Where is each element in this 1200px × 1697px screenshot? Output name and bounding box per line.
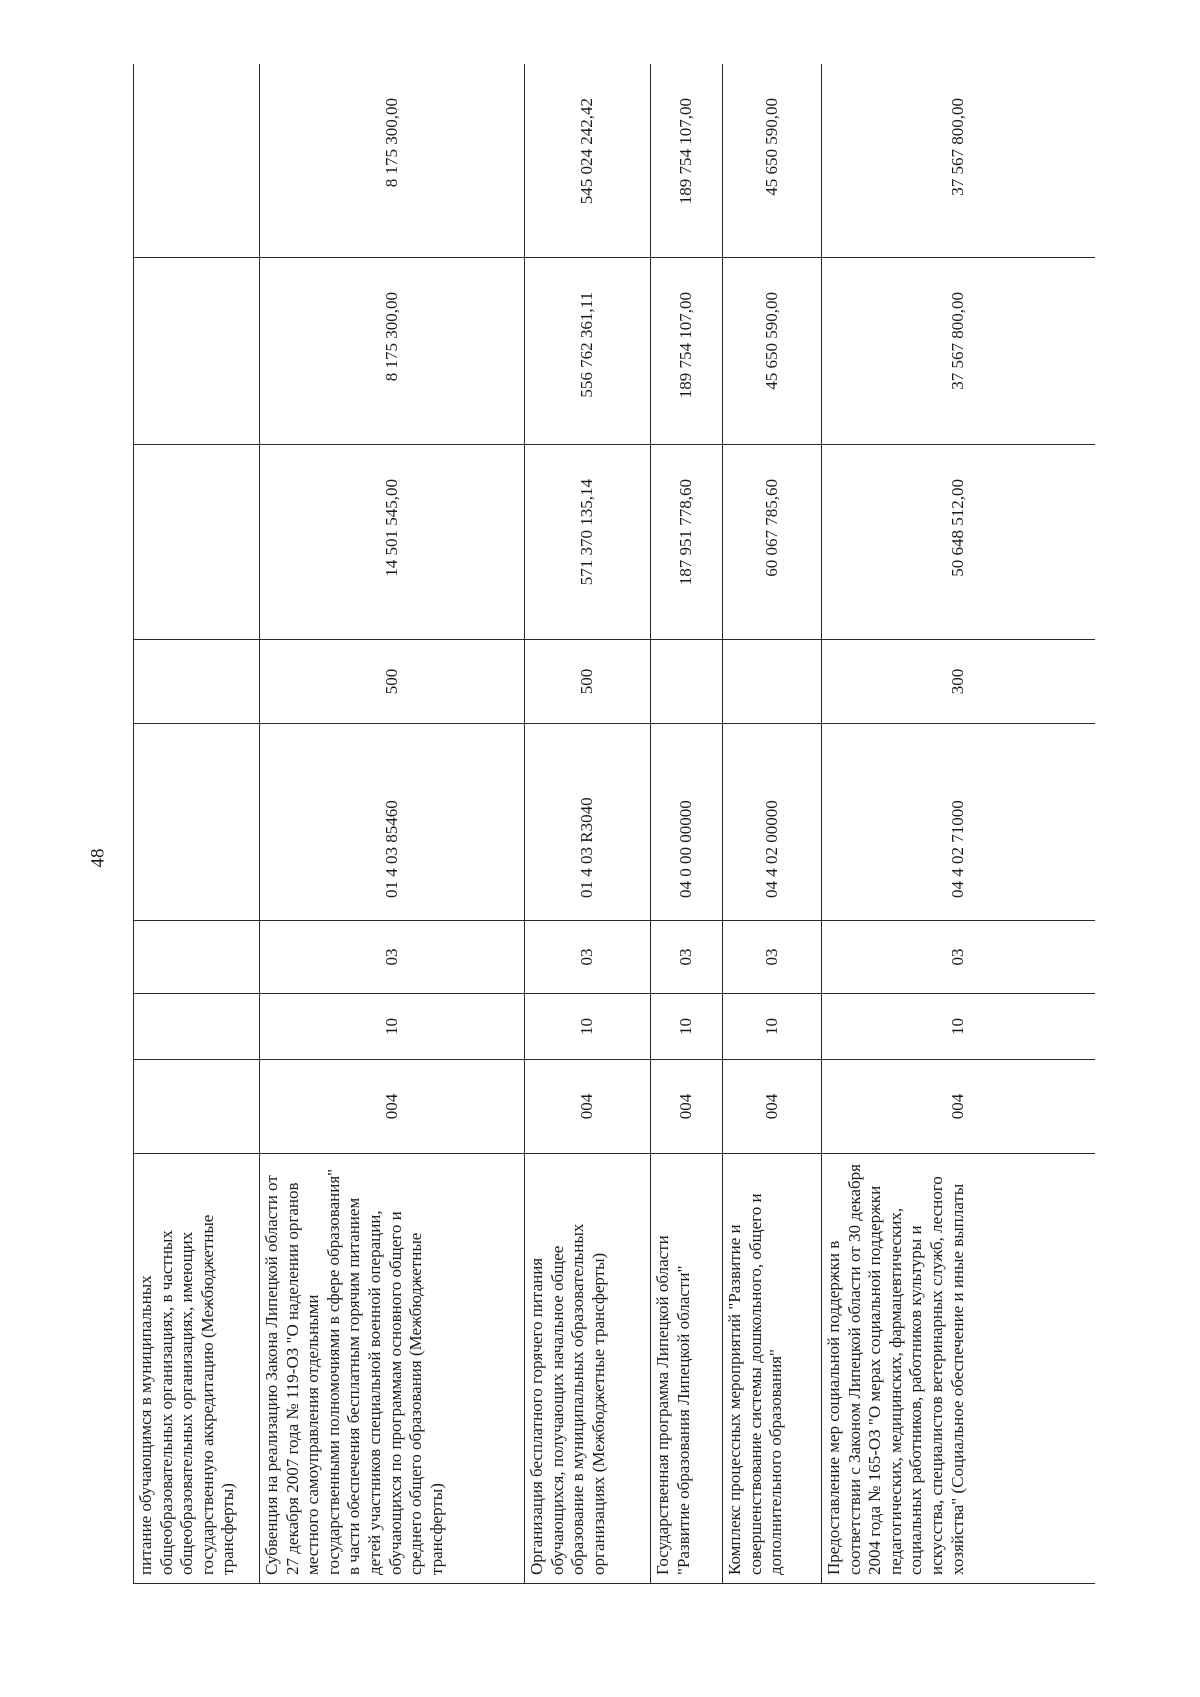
table-row bbox=[651, 64, 723, 1584]
budget-table bbox=[133, 64, 1095, 1584]
table-row bbox=[260, 64, 525, 1584]
cell-razdel: 10 bbox=[260, 994, 525, 1060]
cell-podrazdel: 03 bbox=[822, 921, 1096, 994]
cell-sum-3: 45 650 590,00 bbox=[723, 64, 822, 258]
cell-vr bbox=[134, 640, 260, 724]
cell-name: Организация бесплатного горячего питания обучающихся, получающих начальное общее образование в муниципальных образовательных организациях (Межбюджетные трансферты) bbox=[525, 1154, 651, 1584]
cell-vr bbox=[651, 640, 723, 724]
cell-sum-3: 37 567 800,00 bbox=[822, 64, 1096, 258]
budget-table-container bbox=[133, 64, 1095, 1584]
cell-podrazdel: 03 bbox=[651, 921, 723, 994]
cell-sum-1: 14 501 545,00 bbox=[260, 445, 525, 640]
cell-csr: 01 4 03 85460 bbox=[260, 724, 525, 921]
cell-ved bbox=[134, 1060, 260, 1154]
cell-name: Субвенция на реализацию Закона Липецкой области от 27 декабря 2007 года № 119-ОЗ "О наделении органов местного самоуправления отдельными государственными полномочиями в сфере образования" в части обеспечения бесплатным горячим питанием детей участников специальной военной операции, обучающихся по программам основного общего и среднего общего образования (Межбюджетные трансферты) bbox=[260, 1154, 525, 1584]
cell-razdel bbox=[134, 994, 260, 1060]
cell-razdel: 10 bbox=[525, 994, 651, 1060]
cell-sum-1: 187 951 778,60 bbox=[651, 445, 723, 640]
cell-ved: 004 bbox=[723, 1060, 822, 1154]
cell-sum-2: 556 762 361,11 bbox=[525, 258, 651, 445]
cell-sum-3: 545 024 242,42 bbox=[525, 64, 651, 258]
cell-csr: 01 4 03 R3040 bbox=[525, 724, 651, 921]
table-row bbox=[525, 64, 651, 1584]
cell-vr bbox=[723, 640, 822, 724]
cell-sum-1: 50 648 512,00 bbox=[822, 445, 1096, 640]
cell-podrazdel: 03 bbox=[525, 921, 651, 994]
cell-vr: 300 bbox=[822, 640, 1096, 724]
table-row bbox=[134, 64, 260, 1584]
cell-sum-1: 571 370 135,14 bbox=[525, 445, 651, 640]
table-row bbox=[822, 64, 1096, 1584]
cell-name: Государственная программа Липецкой области "Развитие образования Липецкой области" bbox=[651, 1154, 723, 1584]
cell-podrazdel: 03 bbox=[723, 921, 822, 994]
cell-sum-3 bbox=[134, 64, 260, 258]
cell-name: питание обучающимся в муниципальных общеобразовательных организациях, в частных общеобразовательных организациях, имеющих государственную аккредитацию (Межбюджетные трансферты) bbox=[134, 1154, 260, 1584]
cell-csr: 04 0 00 00000 bbox=[651, 724, 723, 921]
cell-csr: 04 4 02 00000 bbox=[723, 724, 822, 921]
cell-podrazdel bbox=[134, 921, 260, 994]
cell-ved: 004 bbox=[260, 1060, 525, 1154]
cell-csr bbox=[134, 724, 260, 921]
cell-sum-1: 60 067 785,60 bbox=[723, 445, 822, 640]
cell-sum-1 bbox=[134, 445, 260, 640]
page-number: 48 bbox=[87, 848, 108, 868]
cell-sum-2 bbox=[134, 258, 260, 445]
cell-csr: 04 4 02 71000 bbox=[822, 724, 1096, 921]
cell-razdel: 10 bbox=[822, 994, 1096, 1060]
cell-name: Комплекс процессных мероприятий "Развитие и совершенствование системы дошкольного, общего и дополнительного образования" bbox=[723, 1154, 822, 1584]
cell-sum-3: 189 754 107,00 bbox=[651, 64, 723, 258]
cell-vr: 500 bbox=[260, 640, 525, 724]
cell-ved: 004 bbox=[822, 1060, 1096, 1154]
cell-sum-2: 8 175 300,00 bbox=[260, 258, 525, 445]
cell-sum-2: 45 650 590,00 bbox=[723, 258, 822, 445]
cell-sum-2: 189 754 107,00 bbox=[651, 258, 723, 445]
cell-ved: 004 bbox=[651, 1060, 723, 1154]
cell-vr: 500 bbox=[525, 640, 651, 724]
cell-name: Предоставление мер социальной поддержки в соответствии с Законом Липецкой области от 30 декабря 2004 года № 165-ОЗ "О мерах социальной поддержки педагогических, медицинских, фармацевтических, социальных работников, работников культуры и искусства, специалистов ветеринарных служб, лесного хозяйства" (Социальное обеспечение и иные выплаты bbox=[822, 1154, 1096, 1584]
cell-ved: 004 bbox=[525, 1060, 651, 1154]
cell-razdel: 10 bbox=[651, 994, 723, 1060]
table-row bbox=[723, 64, 822, 1584]
cell-podrazdel: 03 bbox=[260, 921, 525, 994]
cell-sum-2: 37 567 800,00 bbox=[822, 258, 1096, 445]
cell-sum-3: 8 175 300,00 bbox=[260, 64, 525, 258]
cell-razdel: 10 bbox=[723, 994, 822, 1060]
